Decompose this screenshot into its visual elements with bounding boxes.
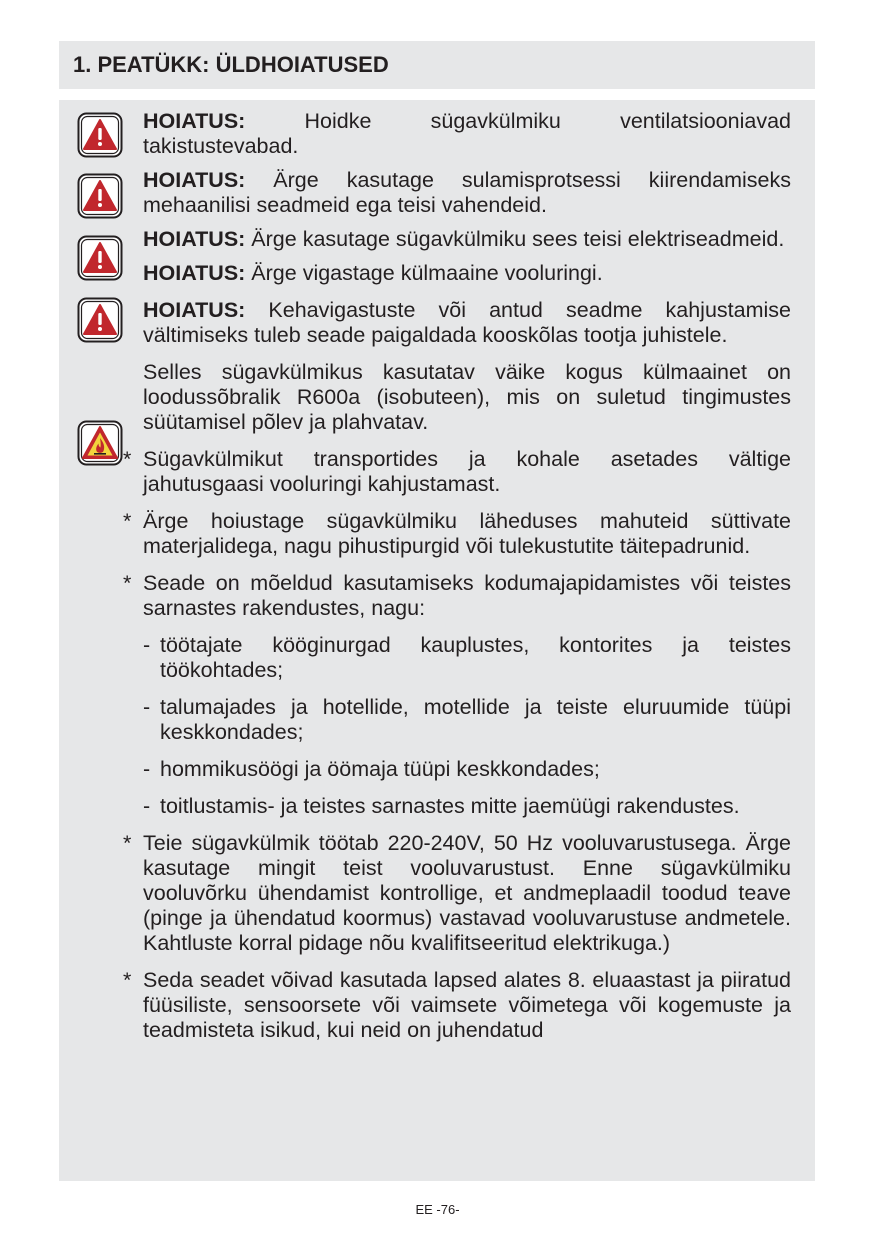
- bullet-item: [123, 509, 791, 559]
- warning-exclamation-icon: [77, 235, 123, 281]
- bullet-marker: *: [123, 571, 132, 595]
- bullet-item: [123, 831, 791, 956]
- warning-paragraph: [143, 261, 791, 286]
- bullet-text: Teie sügavkülmik töötab 220-240V, 50 Hz vooluvarustusega. Ärge kasutage mingit teist vooluvarustust. Enne sügavkülmiku vooluvõrku ühendamist kontrollige, et andmeplaadil toodud teave (pinge ja ühendatud koormus) vastavad vooluvarustuse andmetele. Kahtluste korral pidage nõu kvalifitseeritud elektrikuga.): [143, 831, 791, 955]
- warning-text: Ärge kasutage sügavkülmiku sees teisi elektriseadmeid.: [245, 227, 785, 251]
- warning-label: HOIATUS:: [143, 227, 246, 251]
- warning-text: Kehavigastuste või antud seadme kahjustamise vältimiseks tuleb seade paigaldada kooskõlas tootja juhistele.: [143, 298, 791, 347]
- content-body: [123, 109, 791, 1055]
- sub-item: [143, 695, 791, 745]
- bullet-text: Seda seadet võivad kasutada lapsed alates 8. eluaastast ja piiratud füüsiliste, sensoorsete või vaimsete võimetega või kogemuste ja teadmisteta isikud, kui neid on juhendatud: [143, 968, 791, 1042]
- warning-exclamation-icon: [77, 173, 123, 219]
- warning-label: HOIATUS:: [143, 109, 246, 133]
- warning-paragraph: [143, 227, 791, 252]
- flammable-note: Selles sügavkülmikus kasutatav väike kogus külmaainet on loodussõbralik R600a (isobuteen), mis on suletud tingimustes süütamisel põlev ja plahvatav.: [143, 360, 791, 434]
- bullet-marker: *: [123, 968, 132, 992]
- flammable-warning-icon: [77, 420, 123, 466]
- sub-item: [143, 633, 791, 683]
- warning-label: HOIATUS:: [143, 168, 246, 192]
- warning-label: HOIATUS:: [143, 298, 246, 322]
- bullet-text: Ärge hoiustage sügavkülmiku läheduses mahuteid süttivate materjalidega, nagu pihustipurgid või tulekustutite täitepadrunid.: [143, 509, 791, 558]
- warning-exclamation-icon: [77, 297, 123, 343]
- warning-exclamation-icon: [77, 112, 123, 158]
- sub-item-text: toitlustamis- ja teistes sarnastes mitte jaemüügi rakendustes.: [160, 794, 740, 818]
- chapter-header: [59, 41, 815, 89]
- warning-text: Ärge vigastage külmaaine vooluringi.: [245, 261, 603, 285]
- sub-item-text: töötajate kööginurgad kauplustes, kontorites ja teistes töökohtades;: [160, 633, 791, 682]
- bullet-item: [123, 968, 791, 1043]
- bullet-item: [123, 447, 791, 497]
- bullet-marker: *: [123, 509, 132, 533]
- dash-marker: -: [143, 757, 151, 781]
- bullet-item: [123, 571, 791, 621]
- warnings-panel: [59, 100, 815, 1181]
- warning-paragraph: [143, 298, 791, 348]
- warning-paragraph: [143, 109, 791, 159]
- dash-marker: -: [143, 794, 151, 818]
- warning-paragraph: [143, 168, 791, 218]
- page-number: EE -76-: [415, 1202, 460, 1217]
- bullet-text: Sügavkülmikut transportides ja kohale asetades vältige jahutusgaasi vooluringi kahjustamast.: [143, 447, 791, 496]
- warning-text: Hoidke sügavkülmiku ventilatsiooniavad takistustevabad.: [143, 109, 791, 158]
- chapter-title: 1. PEATÜKK: ÜLDHOIATUSED: [73, 52, 389, 77]
- sub-item-text: talumajades ja hotellide, motellide ja teiste eluruumide tüüpi keskkondades;: [160, 695, 791, 744]
- bullet-marker: *: [123, 447, 132, 471]
- dash-marker: -: [143, 633, 151, 657]
- sub-item: [143, 757, 791, 782]
- sub-item-text: hommikusöögi ja öömaja tüüpi keskkondades;: [160, 757, 600, 781]
- warning-text: Ärge kasutage sulamisprotsessi kiirendamiseks mehaanilisi seadmeid ega teisi vahendeid.: [143, 168, 791, 217]
- bullet-marker: *: [123, 831, 132, 855]
- dash-marker: -: [143, 695, 151, 719]
- bullet-text: Seade on mõeldud kasutamiseks kodumajapidamistes või teistes sarnastes rakendustes, nagu:: [143, 571, 791, 620]
- warning-label: HOIATUS:: [143, 261, 246, 285]
- sub-item: [143, 794, 791, 819]
